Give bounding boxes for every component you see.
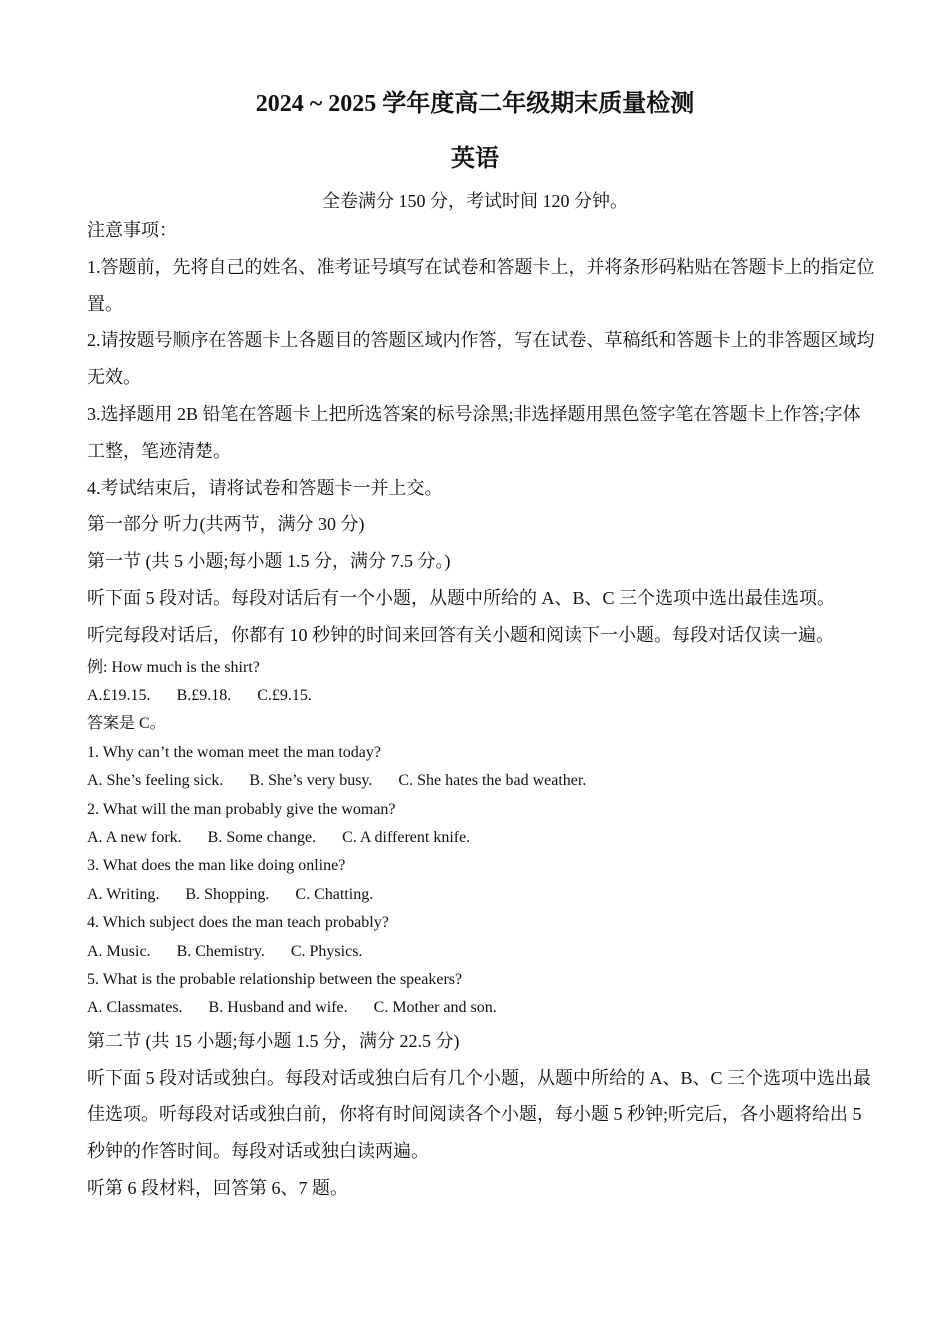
option: A. She’s feeling sick. (87, 772, 224, 790)
question-text: 4. Which subject does the man teach probably? (87, 914, 389, 932)
question-options (87, 767, 877, 795)
option: A. Writing. (87, 885, 160, 903)
exam-body (87, 212, 877, 1207)
section2-instructions: 听下面 5 段对话或独白。每段对话或独白后有几个小题，从题中所给的 A、B、C 三个选项中选出最佳选项。听每段对话或独白前，你将有时间阅读各个小题，每小题 5 秒钟;听完后，各小题将给出 5 秒钟的作答时间。每段对话或独白读两遍。 (87, 1067, 872, 1162)
question-options (87, 881, 877, 909)
question-text: 5. What is the probable relationship between the speakers? (87, 971, 463, 989)
option: B. Shopping. (185, 885, 270, 903)
exam-subject: 英语 (451, 146, 499, 172)
option: B. Chemistry. (176, 942, 265, 960)
option: A. Classmates. (87, 999, 183, 1017)
option: A. A new fork. (87, 829, 182, 846)
option: B. Husband and wife. (208, 999, 348, 1017)
example-answer: 答案是 C。 (87, 715, 166, 733)
part1-heading: 第一部分 听力(共两节，满分 30 分) (87, 514, 365, 535)
option: B.£9.18. (176, 686, 232, 704)
option: C. Physics. (290, 942, 363, 960)
option: A. Music. (87, 942, 151, 960)
question-options (87, 824, 877, 852)
question-text: 3. What does the man like doing online? (87, 857, 346, 875)
exam-meta: 全卷满分 150 分，考试时间 120 分钟。 (322, 191, 628, 211)
material-6-prompt: 听第 6 段材料，回答第 6、7 题。 (87, 1178, 348, 1199)
section1-instructions: 听下面 5 段对话。每段对话后有一个小题，从题中所给的 A、B、C 三个选项中选出最佳选项。 (87, 587, 836, 608)
question-text: 2. What will the man probably give the woman? (87, 800, 396, 818)
option: C.£9.15. (257, 686, 312, 704)
option: B. Some change. (207, 829, 317, 846)
exam-title: 2024 ~ 2025 学年度高二年级期末质量检测 (255, 91, 695, 117)
notes-heading: 注意事项： (87, 220, 177, 240)
question-text: 1. Why can’t the woman meet the man today? (87, 743, 381, 761)
note-item: 1.答题前，先将自己的姓名、准考证号填写在试卷和答题卡上，并将条形码粘贴在答题卡上的指定位置。 (87, 256, 875, 314)
section2-heading: 第二节 (共 15 小题;每小题 1.5 分，满分 22.5 分) (87, 1030, 460, 1051)
section1-instructions: 听完每段对话后，你都有 10 秒钟的时间来回答有关小题和阅读下一小题。每段对话仅读一遍。 (87, 624, 834, 645)
example-options (87, 682, 877, 710)
option: C. Chatting. (295, 885, 374, 903)
question-options (87, 994, 877, 1022)
note-item: 2.请按题号顺序在答题卡上各题目的答题区域内作答，写在试卷、草稿纸和答题卡上的非答题区域均无效。 (87, 330, 875, 388)
example-question: 例: How much is the shirt? (87, 658, 260, 676)
note-item: 3.选择题用 2B 铅笔在答题卡上把所选答案的标号涂黑;非选择题用黑色签字笔在答题卡上作答;字体工整，笔迹清楚。 (87, 403, 861, 461)
option: B. She’s very busy. (249, 772, 373, 790)
section1-heading: 第一节 (共 5 小题;每小题 1.5 分，满分 7.5 分。) (87, 551, 451, 572)
option: C. She hates the bad weather. (398, 772, 587, 790)
option: C. A different knife. (342, 829, 471, 846)
option: A.£19.15. (87, 686, 151, 704)
question-options (87, 938, 877, 966)
note-item: 4.考试结束后，请将试卷和答题卡一并上交。 (87, 477, 443, 498)
option: C. Mother and son. (373, 999, 497, 1017)
